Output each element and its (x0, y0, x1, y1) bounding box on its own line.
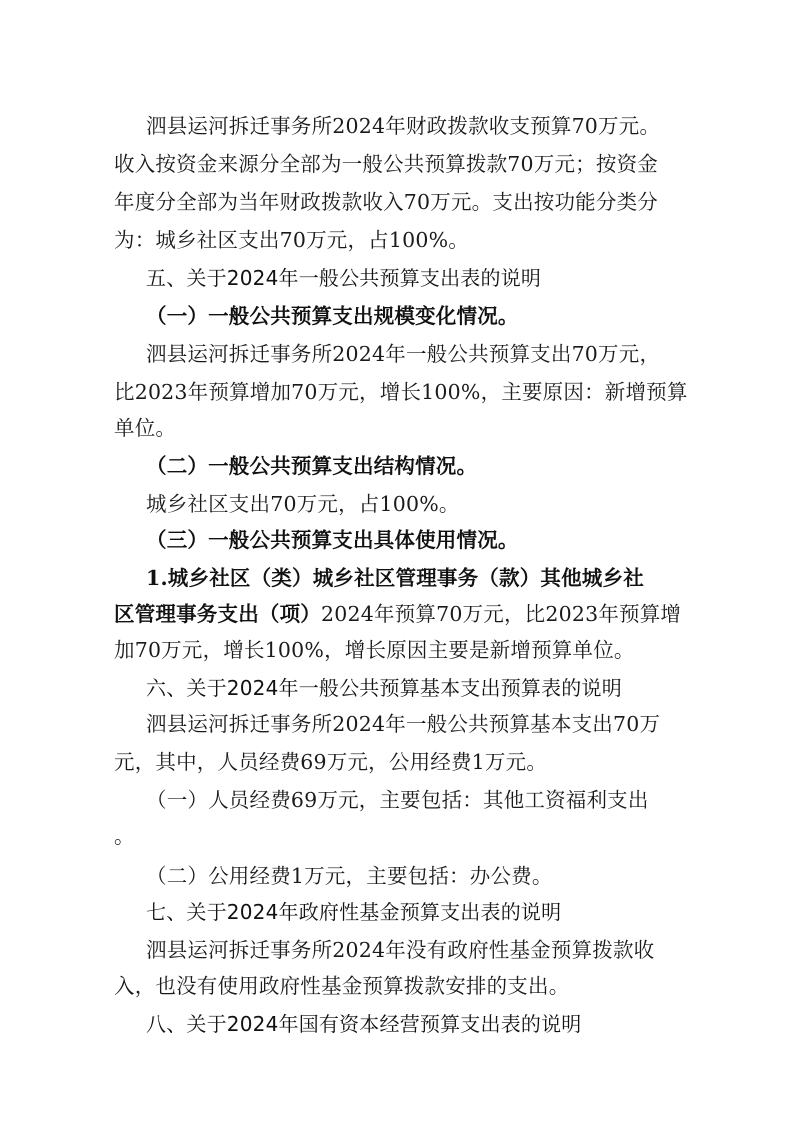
item-line-mixed (114, 594, 682, 634)
paragraph-line: 泗县运河拆迁事务所2024年没有政府性基金预算拨款收 (146, 938, 655, 962)
subsection-heading-1: （一）一般公共预算支出规模变化情况。 (146, 304, 519, 328)
paragraph-line: 入，也没有使用政府性基金预算拨款安排的支出。 (114, 974, 570, 998)
section-heading-5: 五、关于2024年一般公共预算支出表的说明 (146, 266, 542, 290)
item-heading-continued: 区管理事务支出（项） (114, 602, 321, 626)
section-heading-6: 六、关于2024年一般公共预算基本支出预算表的说明 (146, 676, 622, 700)
paragraph-line: （一）人员经费69万元，主要包括：其他工资福利支出 (146, 788, 649, 812)
section-heading-7: 七、关于2024年政府性基金预算支出表的说明 (146, 900, 562, 924)
paragraph-line: 泗县运河拆迁事务所2024年一般公共预算支出70万元， (146, 342, 661, 366)
section-heading-8: 八、关于2024年国有资本经营预算支出表的说明 (146, 1012, 582, 1036)
item-heading-line: 1.城乡社区（类）城乡社区管理事务（款）其他城乡社 (146, 566, 644, 590)
paragraph-line: 为：城乡社区支出70万元，占100%。 (114, 228, 469, 252)
subsection-heading-3: （三）一般公共预算支出具体使用情况。 (146, 528, 519, 552)
paragraph-line: 泗县运河拆迁事务所2024年财政拨款收支预算70万元。 (146, 114, 661, 138)
paragraph-line: 收入按资金来源分全部为一般公共预算拨款70万元；按资金 (114, 152, 658, 176)
paragraph-line: 元，其中，人员经费69万元，公用经费1万元。 (114, 750, 548, 774)
paragraph-line: 比2023年预算增加70万元，增长100%，主要原因：新增预算 (114, 380, 688, 404)
paragraph-line: 。 (114, 824, 135, 848)
paragraph-line: （二）公用经费1万元，主要包括：办公费。 (146, 864, 553, 888)
item-description: 2024年预算70万元，比2023年预算增 (321, 602, 682, 626)
paragraph-line: 单位。 (114, 416, 177, 440)
paragraph-line: 年度分全部为当年财政拨款收入70万元。支出按功能分类分 (114, 190, 658, 214)
paragraph-line: 加70万元，增长100%，增长原因主要是新增预算单位。 (114, 638, 635, 662)
paragraph-line: 泗县运河拆迁事务所2024年一般公共预算基本支出70万 (146, 712, 661, 736)
paragraph-line: 城乡社区支出70万元，占100%。 (146, 492, 460, 516)
subsection-heading-2: （二）一般公共预算支出结构情况。 (146, 454, 478, 478)
